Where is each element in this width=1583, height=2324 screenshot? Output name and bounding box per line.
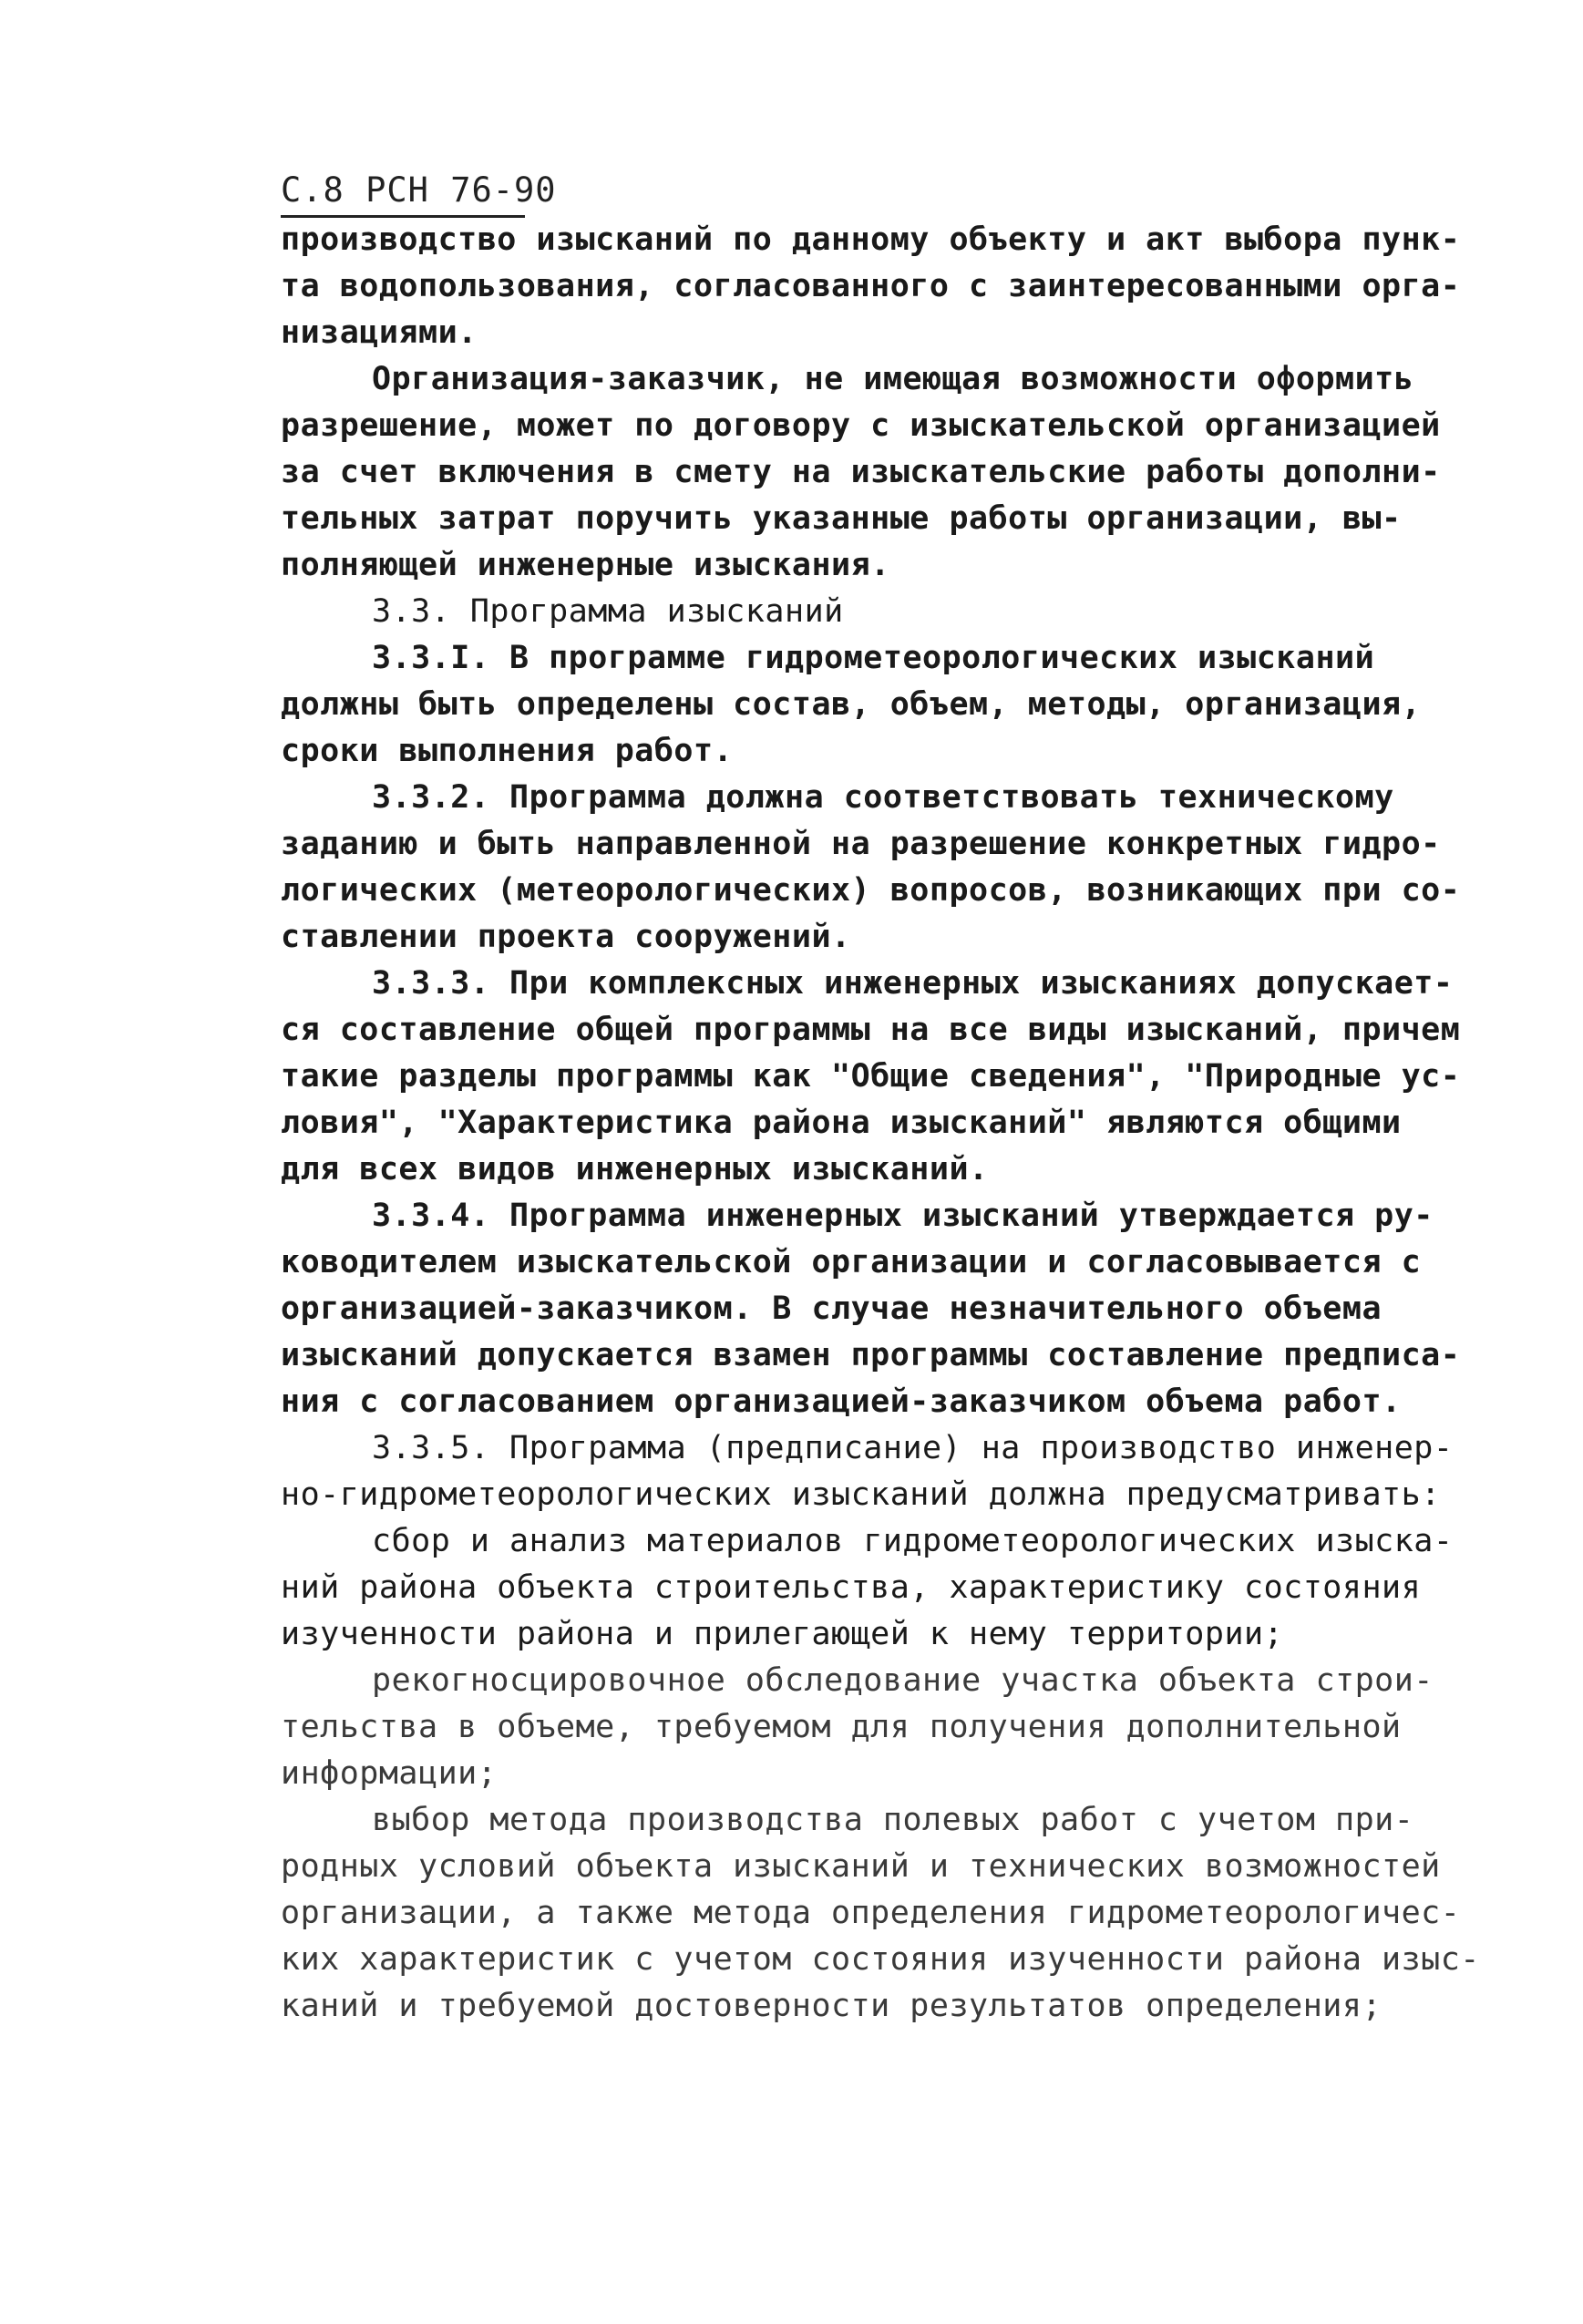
text-line: тельства в объеме, требуемом для получения дополнительной (281, 1709, 1402, 1745)
text-line: изученности района и прилегающей к нему территории; (281, 1616, 1284, 1652)
text-line: каний и требуемой достоверности результатов определения; (281, 1988, 1383, 2024)
text-line: тельных затрат поручить указанные работы организации, вы- (281, 500, 1402, 537)
text-line: родных условий объекта изысканий и технических возможностей (281, 1848, 1441, 1885)
text-line: такие разделы программы как "Общие сведения", "Природные ус- (281, 1058, 1461, 1095)
text-line: низациями. (281, 314, 478, 351)
text-line: 3.3.4. Программа инженерных изысканий утверждается ру- (372, 1198, 1434, 1234)
page-header: С.8 РСН 76-90 (281, 170, 557, 210)
text-line: ний района объекта строительства, характеристику состояния (281, 1569, 1422, 1606)
text-line: полняющей инженерные изыскания. (281, 547, 890, 583)
text-line: но-гидрометеорологических изысканий должна предусматривать: (281, 1476, 1441, 1513)
text-line: ководителем изыскательской организации и согласовывается с (281, 1244, 1422, 1280)
text-line: выбор метода производства полевых работ с учетом при- (372, 1802, 1414, 1838)
text-line: для всех видов инженерных изысканий. (281, 1151, 989, 1188)
text-line: ловия", "Характеристика района изысканий" являются общими (281, 1105, 1402, 1141)
text-line: логических (метеорологических) вопросов, возникающих при со- (281, 872, 1461, 909)
section-heading: 3.3. Программа изысканий (372, 593, 844, 630)
text-line: изысканий допускается взамен программы составление предписа- (281, 1337, 1461, 1373)
header-underline (281, 215, 525, 218)
text-line: ния с согласованием организацией-заказчиком объема работ. (281, 1383, 1402, 1420)
text-line: 3.3.3. При комплексных инженерных изысканиях допускает- (372, 965, 1454, 1002)
text-line: сбор и анализ материалов гидрометеорологических изыска- (372, 1523, 1454, 1559)
text-line: ставлении проекта сооружений. (281, 919, 851, 955)
text-line: должны быть определены состав, объем, методы, организация, (281, 686, 1422, 723)
text-line: разрешение, может по договору с изыскательской организацией (281, 407, 1441, 444)
text-line: производство изысканий по данному объекту и акт выбора пунк- (281, 221, 1461, 258)
text-line: ся составление общей программы на все виды изысканий, причем (281, 1012, 1461, 1048)
text-line: сроки выполнения работ. (281, 733, 734, 769)
text-line: ких характеристик с учетом состояния изученности района изыс- (281, 1941, 1480, 1978)
text-line: рекогносцировочное обследование участка объекта строи- (372, 1662, 1434, 1699)
text-line: 3.3.I. В программе гидрометеорологических изысканий (372, 640, 1375, 676)
text-line: за счет включения в смету на изыскательские работы дополни- (281, 454, 1441, 490)
text-line: Организация-заказчик, не имеющая возможности оформить (372, 361, 1414, 397)
text-line: та водопользования, согласованного с заинтересованными орга- (281, 268, 1461, 304)
text-line: организации, а также метода определения гидрометеорологичес- (281, 1895, 1461, 1931)
text-line: 3.3.2. Программа должна соответствовать техническому (372, 779, 1394, 816)
text-line: заданию и быть направленной на разрешение конкретных гидро- (281, 826, 1441, 862)
text-line: 3.3.5. Программа (предписание) на производство инженер- (372, 1430, 1454, 1466)
text-line: организацией-заказчиком. В случае незначительного объема (281, 1291, 1383, 1327)
text-line: информации; (281, 1755, 498, 1792)
